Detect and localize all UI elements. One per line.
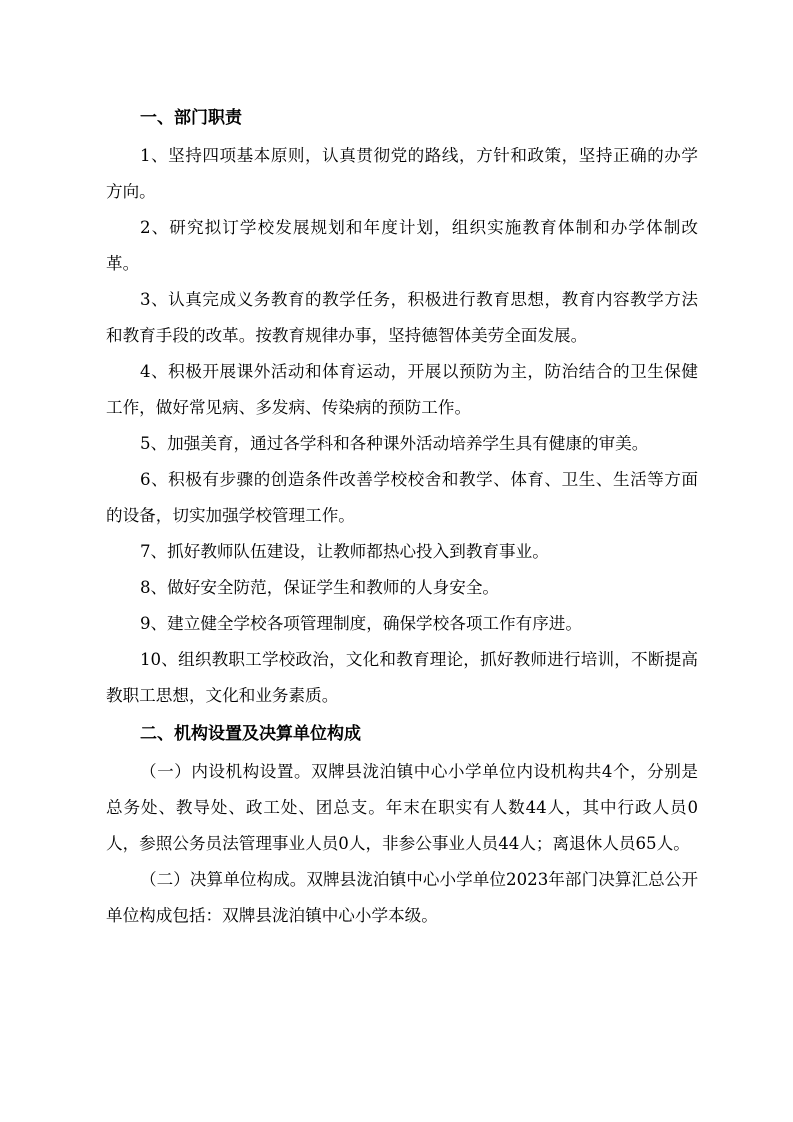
duty-item-1: 1、坚持四项基本原则，认真贯彻党的路线，方针和政策，坚持正确的办学方向。	[106, 146, 698, 201]
page-content	[106, 98, 698, 934]
budget-unit-paragraph: （二）决算单位构成。双牌县泷泊镇中心小学单位2023年部门决算汇总公开单位构成包括：双牌县泷泊镇中心小学本级。	[106, 870, 698, 925]
duty-item-4: 4、积极开展课外活动和体育运动，开展以预防为主，防治结合的卫生保健工作，做好常见病、多发病、传染病的预防工作。	[106, 362, 698, 417]
duty-item-5: 5、加强美育，通过各学科和各种课外活动培养学生具有健康的审美。	[140, 434, 649, 453]
section-heading-org-structure: 二、机构设置及决算单位构成	[140, 724, 361, 744]
duty-item-2: 2、研究拟订学校发展规划和年度计划，组织实施教育体制和办学体制改革。	[106, 218, 698, 273]
duty-item-3: 3、认真完成义务教育的教学任务，积极进行教育思想，教育内容教学方法和教育手段的改革。按教育规律办事，坚持德智体美劳全面发展。	[106, 290, 698, 345]
internal-structure-paragraph: （一）内设机构设置。双牌县泷泊镇中心小学单位内设机构共4个，分别是总务处、教导处、政工处、团总支。年末在职实有人数44人，其中行政人员0人，参照公务员法管理事业人员0人，非参公事业人员44人；离退休人员65人。	[106, 762, 698, 853]
section-heading-dept-duties: 一、部门职责	[140, 108, 242, 128]
duty-item-7: 7、抓好教师队伍建设，让教师都热心投入到教育事业。	[140, 542, 549, 561]
duty-item-6: 6、积极有步骤的创造条件改善学校校舍和教学、体育、卫生、生活等方面的设备，切实加强学校管理工作。	[106, 470, 698, 525]
duty-item-8: 8、做好安全防范，保证学生和教师的人身安全。	[140, 578, 500, 597]
duty-item-9: 9、建立健全学校各项管理制度，确保学校各项工作有序进。	[140, 614, 582, 633]
duty-item-10: 10、组织教职工学校政治，文化和教育理论，抓好教师进行培训，不断提高教职工思想，文化和业务素质。	[106, 650, 698, 705]
